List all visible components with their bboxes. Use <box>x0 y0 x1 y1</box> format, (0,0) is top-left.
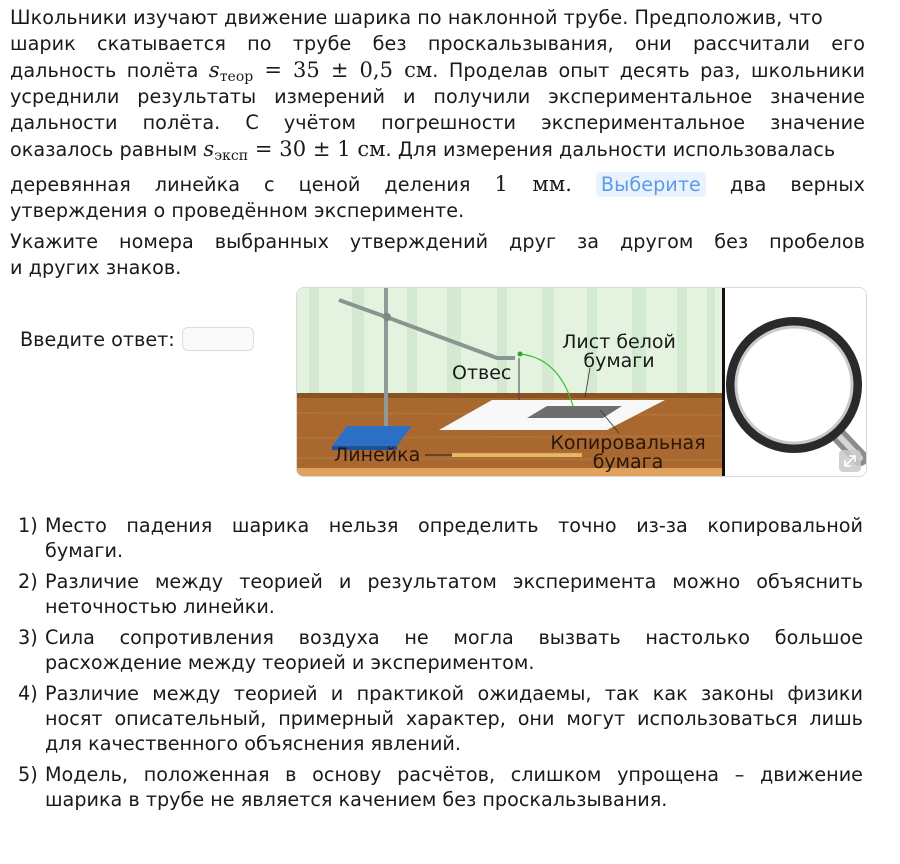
task-line-1: Школьники изучают движение шарика по наклонной трубе. Предположив, что <box>10 6 823 29</box>
task-line-8: утверждения о проведённом эксперименте. <box>10 199 465 222</box>
ruler-division-value: 1 мм. <box>494 172 572 196</box>
task-line-5: дальности полёта. С учётом погрешности экспериментальное значение <box>10 111 865 134</box>
select-highlight: Выберите <box>596 172 706 197</box>
figure-divider <box>722 288 725 476</box>
option-5: 5) Модель, положенная в основу расчётов, слишком упрощена – движение шарика в трубе не является качением без проскальзывания. <box>18 763 863 811</box>
answer-options <box>18 513 863 818</box>
expand-image-button[interactable] <box>839 450 861 472</box>
answer-row <box>20 327 254 351</box>
label-carbon-paper-2: бумага <box>592 451 664 473</box>
formula-theory: $s_{теор} = 35 \pm 0,5$ см <box>208 58 433 85</box>
label-carbon-paper-1: Копировальная <box>550 432 706 454</box>
label-plumb: Отвес <box>452 362 512 384</box>
instruction: Укажите номера выбранных утверждений друг за другом без пробелов и других знаков. <box>10 230 865 279</box>
answer-input[interactable] <box>182 327 254 351</box>
option-2: 2) Различие между теорией и результатом эксперимента можно объяснить неточностью линейки. <box>18 570 863 618</box>
task-line-2 <box>10 31 865 57</box>
option-4: 4) Различие между теорией и практикой ожидаемы, так как законы физики носят описательный, примерный характер, они могут использоваться лишь для качественного объяснения явлений. <box>18 682 863 755</box>
formula-experiment: $s_{эксп} = 30 \pm 1$ см <box>203 137 386 164</box>
task-line-4: усреднили результаты измерений и получили экспериментальное значение <box>10 85 865 108</box>
task-line-7: деревянная линейка с ценой деления 1 мм. Выберите два верных <box>10 172 865 196</box>
label-ruler: Линейка <box>334 444 421 466</box>
answer-label: Введите ответ: <box>20 327 175 351</box>
label-white-paper-2: бумаги <box>583 350 655 372</box>
stand-rod <box>384 288 388 426</box>
task-text <box>10 5 865 281</box>
option-1: 1) Место падения шарика нельзя определить точно из-за копировальной бумаги. <box>18 514 863 562</box>
task-line-3: дальность полёта $s_{теор} = 35 \pm 0,5$ см. Проделав опыт десять раз, школьники <box>10 58 865 85</box>
label-white-paper-1: Лист белой <box>562 331 676 353</box>
option-3: 3) Сила сопротивления воздуха не могла вызвать настолько большое расхождение между теорией и экспериментом. <box>18 626 863 674</box>
experiment-figure[interactable] <box>296 287 867 477</box>
task-line-6: оказалось равным $s_{эксп} = 30 \pm 1$ см. Для измерения дальности использовалась <box>10 137 836 164</box>
line-2-text: шарик скатывается по трубе без проскальзывания, они рассчитали его <box>10 32 865 55</box>
